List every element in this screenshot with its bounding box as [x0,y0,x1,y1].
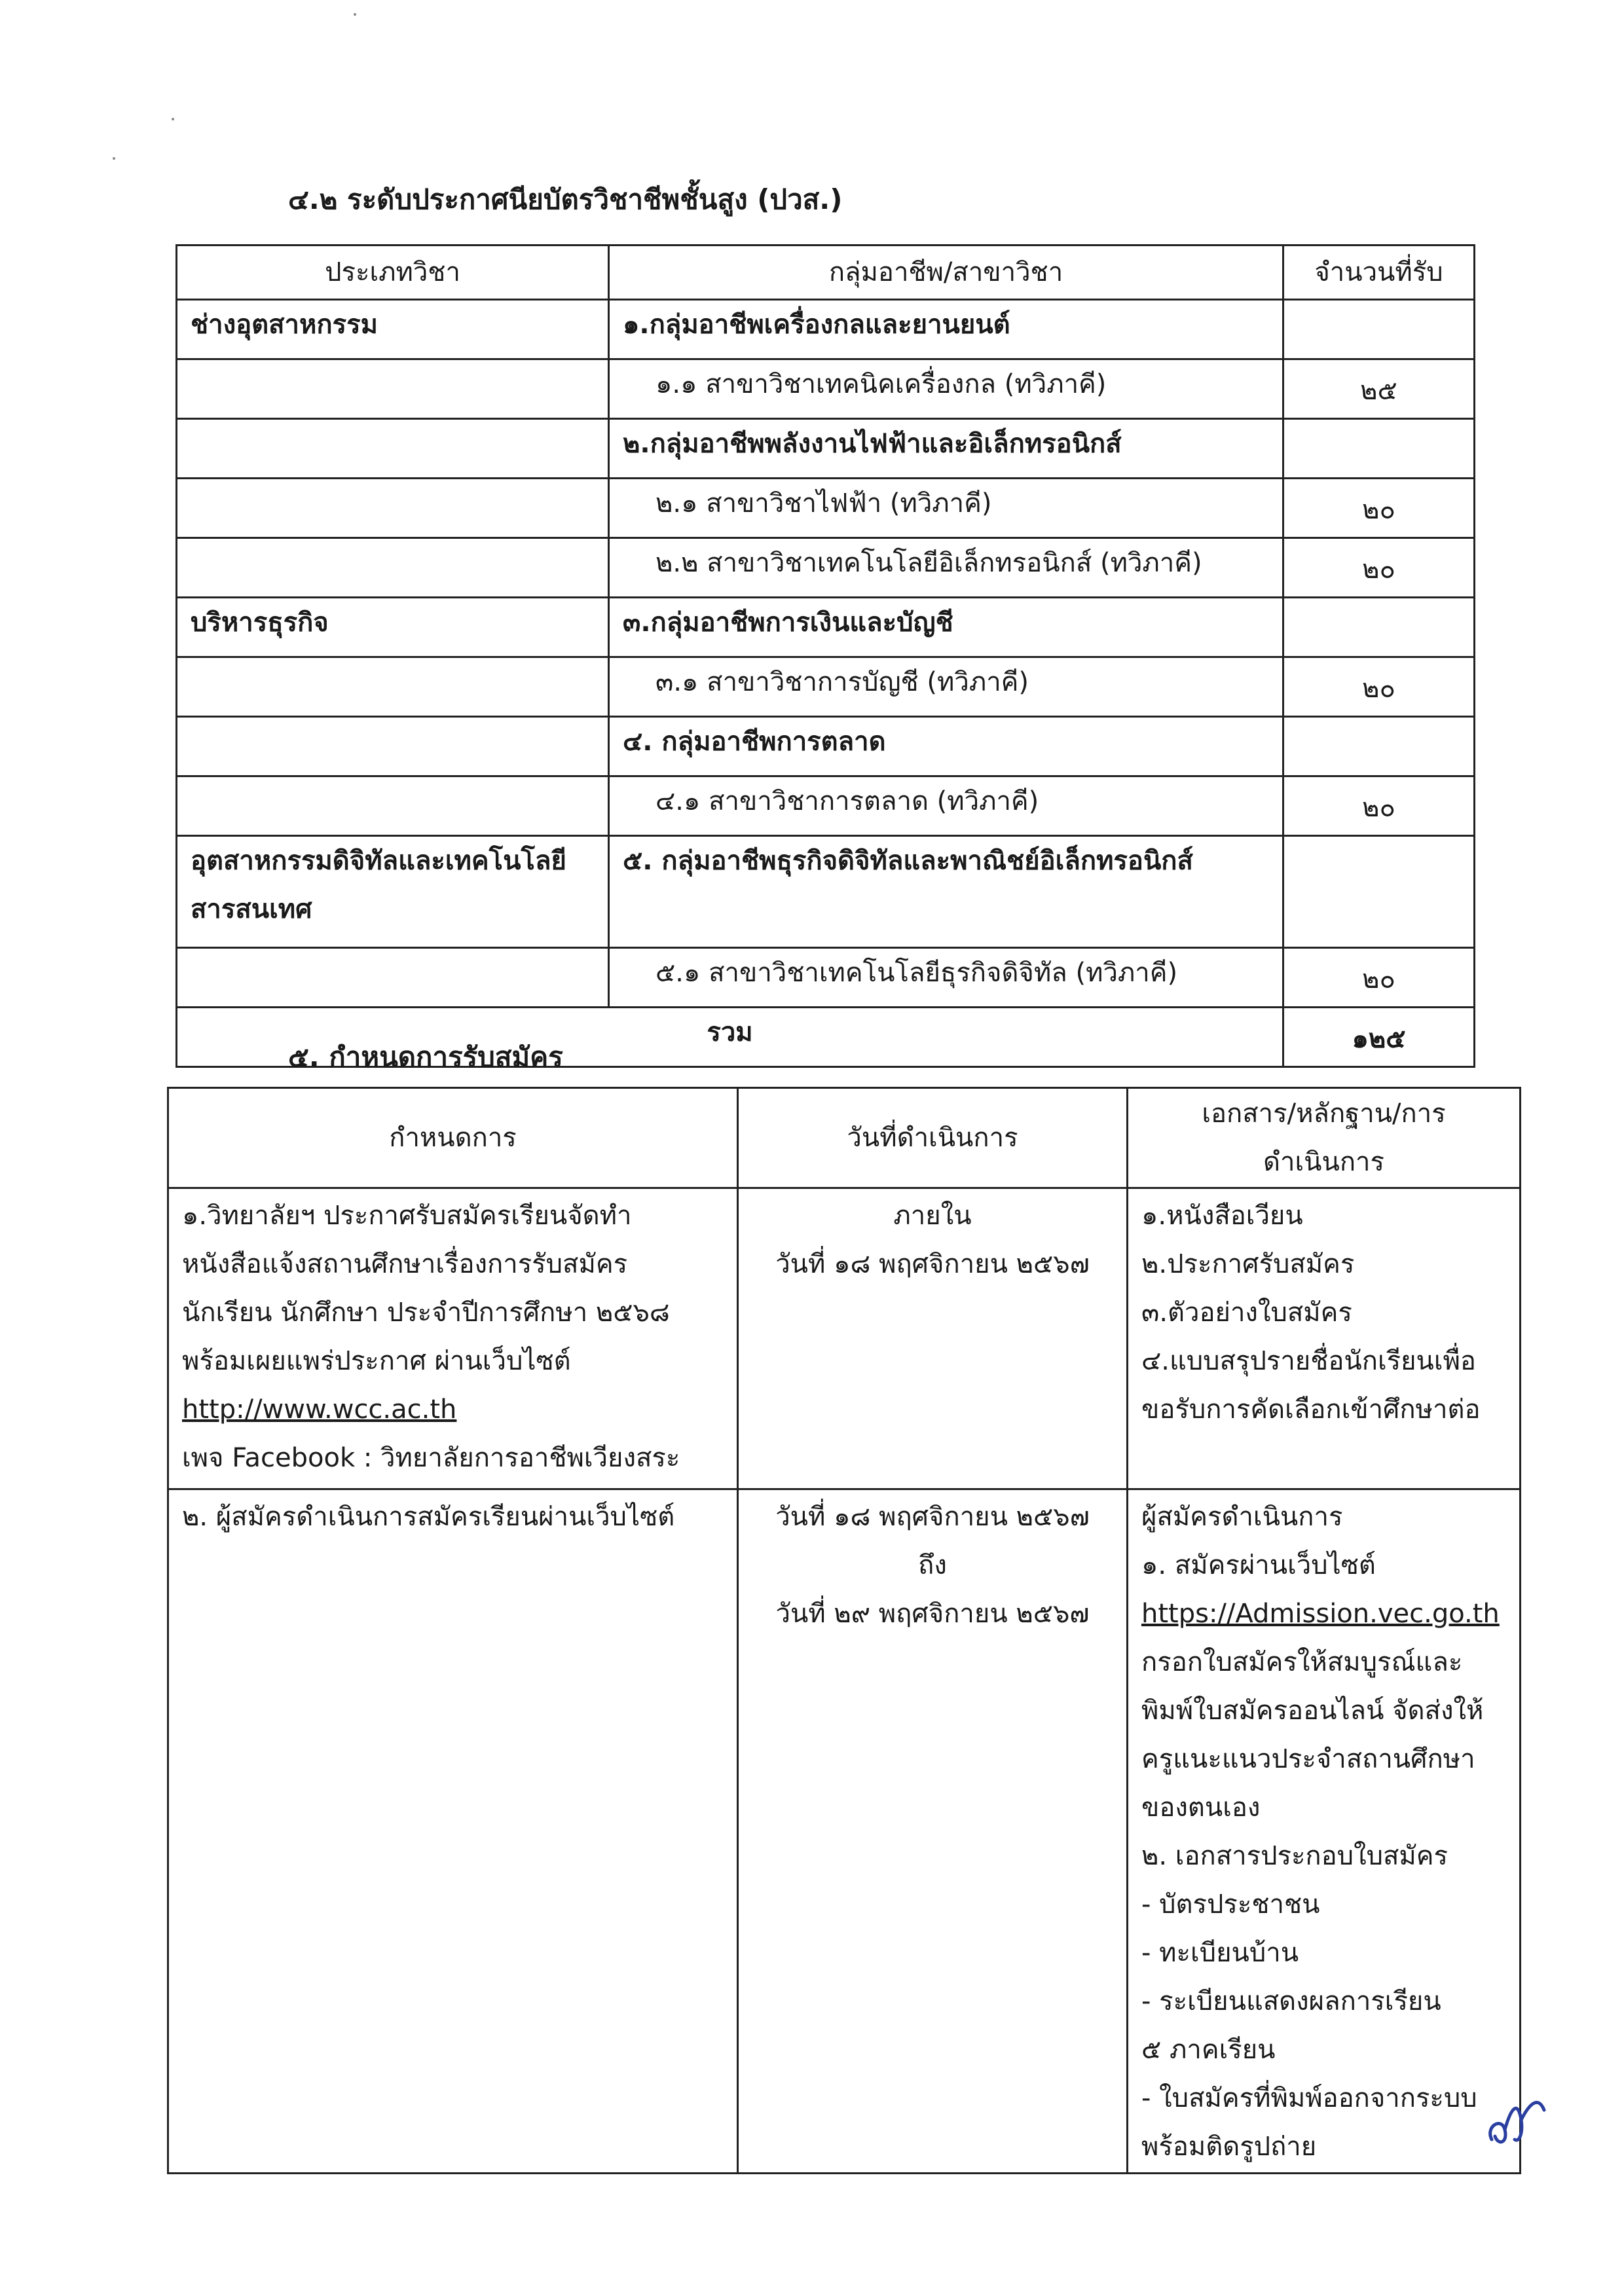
header-course-type: ประเภทวิชา [177,246,609,300]
quota-cell: ๒๐ [1283,657,1475,717]
table-header-row [168,1088,1521,1188]
header-program: กลุ่มอาชีพ/สาขาวิชา [609,246,1283,300]
document-item: ๔.แบบสรุปรายชื่อนักเรียนเพื่อ [1141,1346,1476,1376]
admission-schedule-table [167,1087,1521,2174]
quota-cell: ๒๐ [1283,538,1475,598]
scan-speck [113,157,115,160]
course-type-cell [177,538,609,598]
course-type-cell [177,479,609,538]
document-item: พร้อมติดรูปถ่าย [1141,2132,1317,2162]
quota-cell [1283,836,1475,948]
program-cell: ๑.๑ สาขาวิชาเทคนิคเครื่องกล (ทวิภาคี) [609,359,1283,419]
scan-speck [172,118,174,120]
schedule-description-cell: ๒. ผู้สมัครดำเนินการสมัครเรียนผ่านเว็บไซต์ [168,1489,738,2174]
admission-website-link[interactable]: https://Admission.vec.go.th [1141,1599,1500,1629]
date-line: วันที่ ๑๘ พฤศจิกายน ๒๕๖๗ [775,1249,1090,1279]
header-date: วันที่ดำเนินการ [738,1088,1128,1188]
date-line: วันที่ ๑๘ พฤศจิกายน ๒๕๖๗ [775,1502,1090,1532]
documents-cell [1128,1489,1521,2174]
document-item: ผู้สมัครดำเนินการ [1141,1502,1343,1532]
quota-cell: ๒๐ [1283,948,1475,1008]
document-item: ของตนเอง [1141,1793,1261,1823]
course-type-cell: บริหารธุรกิจ [177,598,609,657]
schedule-date-cell [738,1489,1128,2174]
document-item: - ระเบียนแสดงผลการเรียน [1141,1986,1441,2016]
total-label: รวม [177,1008,1283,1067]
table-row [177,538,1475,598]
table-row [177,479,1475,538]
document-item: ๕ ภาคเรียน [1141,2035,1276,2065]
documents-cell [1128,1188,1521,1489]
document-item: - ทะเบียนบ้าน [1141,1938,1299,1968]
document-item: กรอกใบสมัครให้สมบูรณ์และ [1141,1647,1463,1677]
document-item: - บัตรประชาชน [1141,1889,1320,1920]
table-row [177,948,1475,1008]
document-item: ๑.หนังสือเวียน [1141,1201,1303,1231]
program-group-cell: ๒.กลุ่มอาชีพพลังงานไฟฟ้าและอิเล็กทรอนิกส์ [609,419,1283,479]
college-website-link[interactable]: http://www.wcc.ac.th [182,1394,457,1425]
course-type-cell [177,717,609,776]
document-item: ๒. เอกสารประกอบใบสมัคร [1141,1841,1449,1871]
table-row [177,776,1475,836]
header-schedule: กำหนดการ [168,1088,738,1188]
quota-cell: ๒๐ [1283,479,1475,538]
course-type-cell: ช่างอุตสาหกรรม [177,300,609,359]
program-group-cell: ๑.กลุ่มอาชีพเครื่องกลและยานยนต์ [609,300,1283,359]
quota-cell [1283,598,1475,657]
course-type-cell [177,657,609,717]
table-row [168,1188,1521,1489]
document-item: ๓.ตัวอย่างใบสมัคร [1141,1298,1352,1328]
table-row [177,717,1475,776]
section-5-heading: ๕. กำหนดการรับสมัคร [288,1041,563,1073]
course-type-line: อุตสาหกรรมดิจิทัลและเทคโนโลยี [191,846,566,876]
course-type-cell [177,359,609,419]
program-group-cell: ๓.กลุ่มอาชีพการเงินและบัญชี [609,598,1283,657]
description-line: หนังสือแจ้งสถานศึกษาเรื่องการรับสมัคร [182,1249,628,1279]
program-cell: ๓.๑ สาขาวิชาการบัญชี (ทวิภาคี) [609,657,1283,717]
table-row [177,359,1475,419]
header-documents-line: เอกสาร/หลักฐาน/การ [1202,1099,1446,1129]
schedule-description-cell [168,1188,738,1489]
program-group-cell: ๕. กลุ่มอาชีพธุรกิจดิจิทัลและพาณิชย์อิเล็กทรอนิกส์ [609,836,1283,948]
course-type-cell [177,776,609,836]
document-item: ขอรับการคัดเลือกเข้าศึกษาต่อ [1141,1394,1481,1425]
table-row [177,657,1475,717]
section-4-2-heading: ๔.๒ ระดับประกาศนียบัตรวิชาชีพชั้นสูง (ปวส.) [288,183,843,215]
program-cell: ๒.๑ สาขาวิชาไฟฟ้า (ทวิภาคี) [609,479,1283,538]
facebook-page-text: เพจ Facebook : วิทยาลัยการอาชีพเวียงสระ [182,1443,680,1473]
course-type-cell [177,948,609,1008]
description-line: ๑.วิทยาลัยฯ ประกาศรับสมัครเรียนจัดทำ [182,1201,632,1231]
scan-speck [354,13,356,16]
total-value: ๑๒๕ [1283,1008,1475,1067]
course-type-cell [177,836,609,948]
document-item: ๑. สมัครผ่านเว็บไซต์ [1141,1550,1376,1580]
document-item: ครูแนะแนวประจำสถานศึกษา [1141,1744,1475,1774]
program-cell: ๕.๑ สาขาวิชาเทคโนโลยีธุรกิจดิจิทัล (ทวิภาคี) [609,948,1283,1008]
handwritten-initials-signature [1472,2081,1551,2153]
quota-cell: ๒๐ [1283,776,1475,836]
document-item: ๒.ประกาศรับสมัคร [1141,1249,1355,1279]
document-item: พิมพ์ใบสมัครออนไลน์ จัดส่งให้ [1141,1696,1484,1726]
date-line: วันที่ ๒๙ พฤศจิกายน ๒๕๖๗ [775,1599,1090,1629]
quota-cell [1283,300,1475,359]
table-row [168,1489,1521,2174]
table-row [177,300,1475,359]
description-line: นักเรียน นักศึกษา ประจำปีการศึกษา ๒๕๖๘ [182,1298,670,1328]
header-documents-line: ดำเนินการ [1263,1147,1384,1177]
quota-cell [1283,717,1475,776]
table-row [177,836,1475,948]
date-line: ภายใน [893,1201,972,1231]
document-item: - ใบสมัครที่พิมพ์ออกจากระบบ [1141,2083,1477,2113]
date-line: ถึง [918,1550,947,1580]
table-row [177,419,1475,479]
table-header-row [177,246,1475,300]
program-quota-table [175,244,1475,1068]
description-line: พร้อมเผยแพร่ประกาศ ผ่านเว็บไซต์ [182,1346,571,1376]
program-group-cell: ๔. กลุ่มอาชีพการตลาด [609,717,1283,776]
quota-cell: ๒๕ [1283,359,1475,419]
course-type-line: สารสนเทศ [191,894,312,924]
schedule-date-cell [738,1188,1128,1489]
program-cell: ๒.๒ สาขาวิชาเทคโนโลยีอิเล็กทรอนิกส์ (ทวิภาคี) [609,538,1283,598]
quota-cell [1283,419,1475,479]
program-cell: ๔.๑ สาขาวิชาการตลาด (ทวิภาคี) [609,776,1283,836]
header-documents [1128,1088,1521,1188]
table-row [177,598,1475,657]
header-quota: จำนวนที่รับ [1283,246,1475,300]
course-type-cell [177,419,609,479]
